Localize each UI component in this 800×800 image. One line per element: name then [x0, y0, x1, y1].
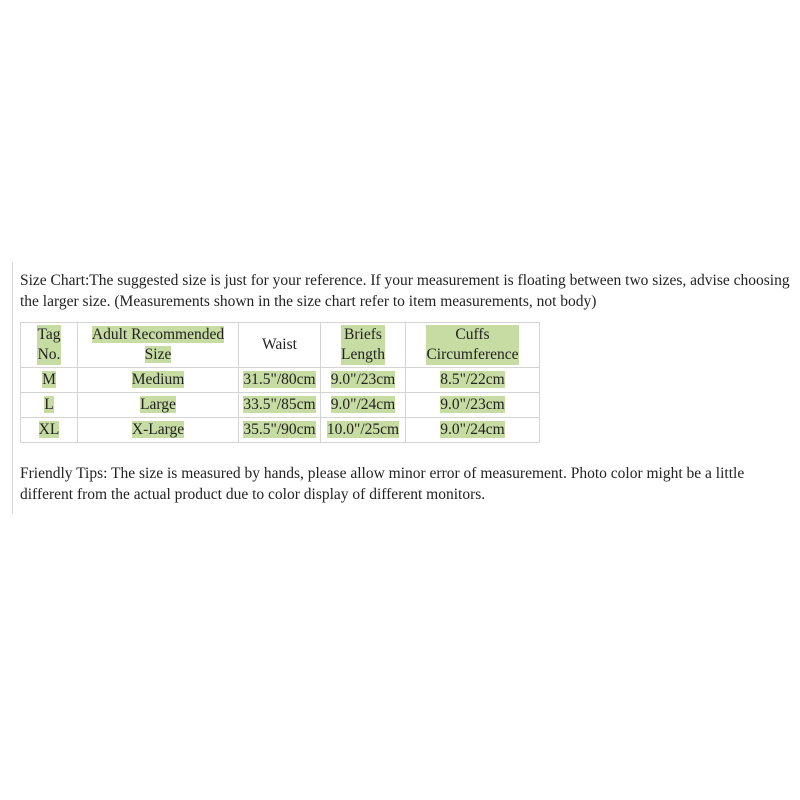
- cell-tag: [21, 393, 78, 418]
- cell-briefs-length: [321, 393, 406, 418]
- cell-briefs-length: [321, 368, 406, 393]
- cell-tag: [21, 368, 78, 393]
- cell-cuffs-circumference: [406, 368, 540, 393]
- cell-briefs-length: [321, 418, 406, 443]
- cell-size-text: Large: [140, 396, 176, 413]
- header-briefs-length-line2: Length: [341, 346, 385, 363]
- cell-waist: [239, 368, 321, 393]
- cell-size-text: Medium: [131, 371, 185, 388]
- header-cuffs-circumference-line1: Cuffs: [455, 326, 490, 343]
- table-row: [21, 368, 540, 393]
- header-recommended-size: [78, 323, 239, 368]
- cell-waist: [239, 418, 321, 443]
- cell-waist: [239, 393, 321, 418]
- cell-briefs-length-text: 9.0"/23cm: [330, 371, 396, 388]
- header-recommended-size-line2: Size: [144, 346, 172, 363]
- header-briefs-length-line1: Briefs: [344, 326, 382, 343]
- cell-size-text: X-Large: [131, 421, 185, 438]
- table-row: [21, 393, 540, 418]
- cell-tag: [21, 418, 78, 443]
- cell-size: [78, 368, 239, 393]
- cell-cuffs-circumference-text: 9.0"/24cm: [440, 421, 505, 438]
- size-chart-table: [20, 322, 540, 443]
- cell-cuffs-circumference-text: 8.5"/22cm: [440, 371, 505, 388]
- cell-briefs-length-text: 10.0"/25cm: [326, 421, 400, 438]
- header-tag-no: [21, 323, 78, 368]
- table-row: [21, 418, 540, 443]
- header-cuffs-circumference: [406, 323, 540, 368]
- cell-cuffs-circumference-text: 9.0"/23cm: [440, 396, 505, 413]
- table-header-row: [21, 323, 540, 368]
- friendly-tips: Friendly Tips: The size is measured by hands, please allow minor error of measurement. Photo color might be a little different from the actual product due to color display of different monitors.: [20, 465, 745, 503]
- cell-cuffs-circumference: [406, 393, 540, 418]
- cell-waist-text: 35.5"/90cm: [243, 421, 316, 438]
- header-tag-no-line1: Tag: [37, 326, 61, 343]
- cell-briefs-length-text: 9.0"/24cm: [330, 396, 396, 413]
- cell-tag-text: L: [44, 396, 54, 413]
- cell-waist-text: 33.5"/85cm: [243, 396, 316, 413]
- header-cuffs-circumference-line2: Circumference: [426, 346, 519, 363]
- cell-tag-text: XL: [38, 421, 60, 438]
- cell-size: [78, 418, 239, 443]
- header-recommended-size-line1: Adult Recommended: [91, 326, 225, 343]
- left-divider: [12, 262, 13, 514]
- cell-size: [78, 393, 239, 418]
- size-chart-intro: Size Chart:The suggested size is just for your reference. If your measurement is floating between two sizes, advise choosing the larger size. (Measurements shown in the size chart refer to item measurements, not body): [20, 272, 790, 310]
- cell-cuffs-circumference: [406, 418, 540, 443]
- header-tag-no-line2: No.: [37, 346, 61, 363]
- header-briefs-length: [321, 323, 406, 368]
- header-waist-label: Waist: [262, 336, 297, 353]
- header-waist: [239, 323, 321, 368]
- cell-waist-text: 31.5"/80cm: [243, 371, 316, 388]
- cell-tag-text: M: [42, 371, 56, 388]
